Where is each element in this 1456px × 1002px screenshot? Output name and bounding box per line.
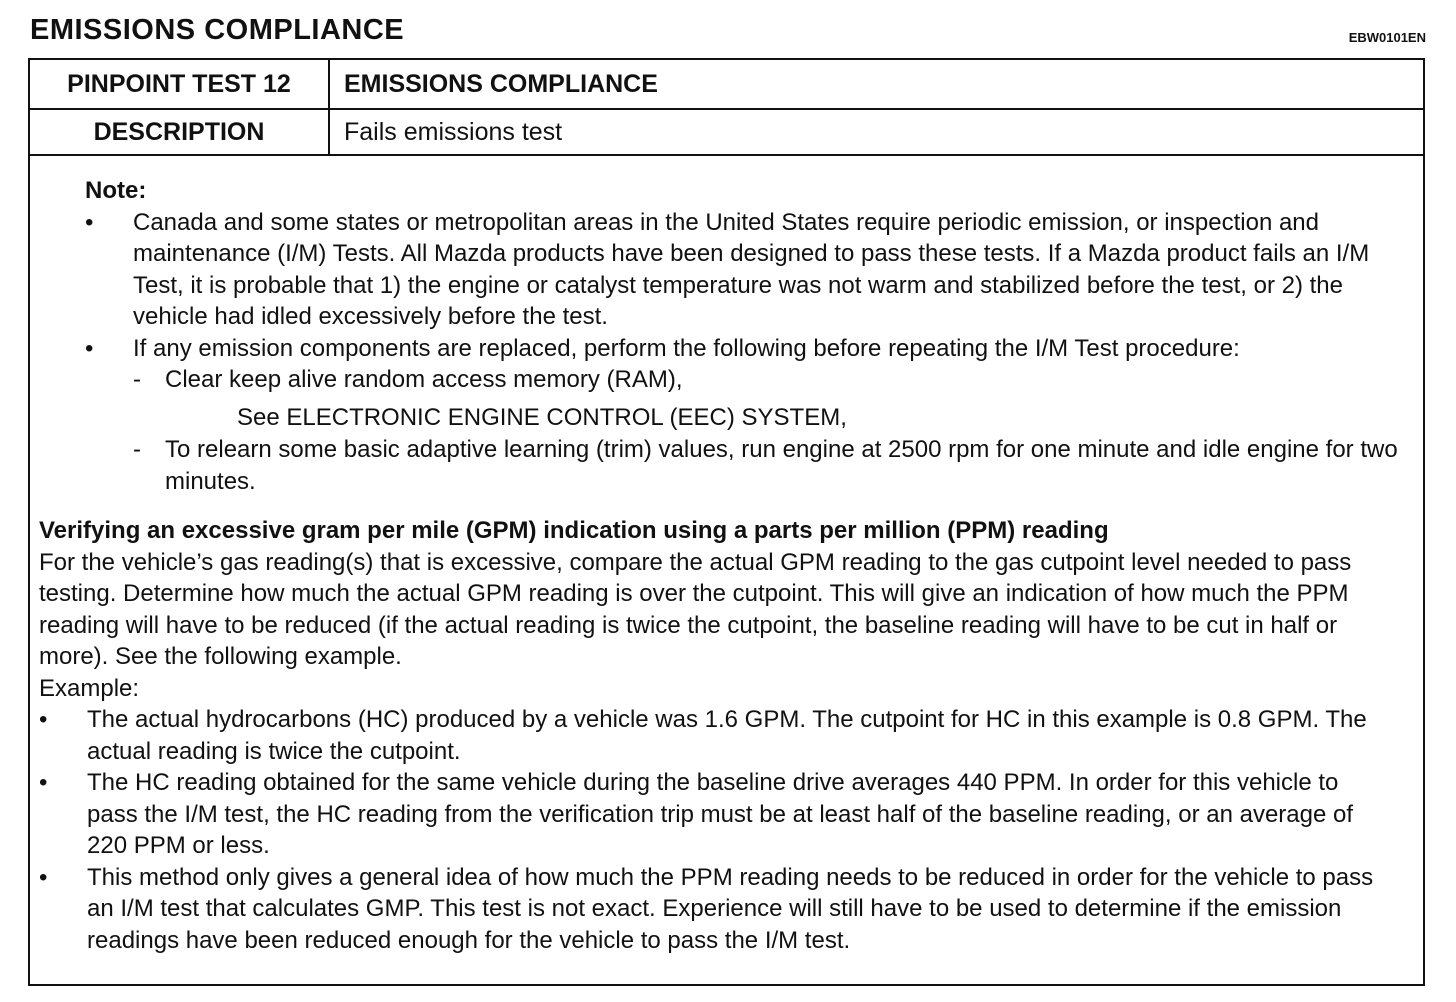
description-value: Fails emissions test <box>344 117 563 146</box>
section-heading: Verifying an excessive gram per mile (GPM) indication using a parts per million (PPM) reading <box>39 517 1109 544</box>
note-bullet-text: If any emission components are replaced, perform the following before repeating the I/M Test procedure: <box>133 334 1240 362</box>
section-paragraph: For the vehicle’s gas reading(s) that is excessive, compare the actual GPM reading to the gas cutpoint level needed to pass testing. Determine how much the actual GPM reading is over the cutpoint. This will give an indication of how much the PPM reading will have to be reduced (if the actual reading is twice the cutpoint, the baseline reading will have to be cut in half or more). See the following example. <box>39 548 1352 670</box>
example-item <box>39 862 1403 957</box>
verification-section <box>30 497 1423 956</box>
example-label: Example: <box>39 674 140 702</box>
page-title: EMISSIONS COMPLIANCE <box>30 14 405 46</box>
description-label: DESCRIPTION <box>30 110 330 154</box>
test-body <box>30 156 1423 956</box>
dash-icon: - <box>133 366 141 393</box>
bullet-icon: • <box>85 208 94 236</box>
note-bullet <box>85 333 1423 365</box>
note-bullet <box>85 207 1423 333</box>
description-row <box>30 110 1423 156</box>
bullet-icon: • <box>39 769 48 796</box>
note-block <box>30 156 1423 497</box>
bullet-icon: • <box>39 863 48 891</box>
bullet-icon: • <box>39 706 48 733</box>
note-subitem-text: Clear keep alive random access memory (RAM), <box>165 366 683 393</box>
note-subitem <box>85 434 1423 497</box>
pinpoint-test-title: EMISSIONS COMPLIANCE <box>344 69 658 98</box>
test-header-row <box>30 60 1423 110</box>
example-item <box>39 704 1403 767</box>
document-code: EBW0101EN <box>1348 30 1426 45</box>
example-text: The HC reading obtained for the same vehicle during the baseline drive averages 440 PPM. In order for this vehicle to pass the I/M test, the HC reading from the verification trip must be at least half of the baseline reading, or an average of 220 PPM or less. <box>87 769 1354 859</box>
note-title: Note: <box>85 177 147 204</box>
note-bullet-text: Canada and some states or metropolitan areas in the United States require periodic emission, or inspection and maintenance (I/M) Tests. All Mazda products have been designed to pass these tests. If a Mazda product fails an I/M Test, it is probable that 1) the engine or catalyst temperature was not warm and stabilized before the test, or 2) the vehicle had idled excessively before the test. <box>133 208 1370 330</box>
note-subitem-text: To relearn some basic adaptive learning (trim) values, run engine at 2500 rpm for one minute and idle engine for two minutes. <box>165 436 1398 495</box>
example-text: The actual hydrocarbons (HC) produced by a vehicle was 1.6 GPM. The cutpoint for HC in this example is 0.8 GPM. The actual reading is twice the cutpoint. <box>87 706 1367 765</box>
bullet-icon: • <box>85 334 94 362</box>
example-text: This method only gives a general idea of how much the PPM reading needs to be reduced in order for the vehicle to pass an I/M test that calculates GMP. This test is not exact. Experience will still have to be used to determine if the emission readings have been reduced enough for the vehicle to pass the I/M test. <box>87 863 1374 954</box>
example-item <box>39 767 1403 862</box>
pinpoint-test-frame <box>28 58 1425 986</box>
pinpoint-test-label: PINPOINT TEST 12 <box>30 60 330 108</box>
dash-icon: - <box>133 436 141 463</box>
cross-reference: See ELECTRONIC ENGINE CONTROL (EEC) SYSTEM, <box>237 403 847 431</box>
note-subitem <box>85 364 1423 396</box>
